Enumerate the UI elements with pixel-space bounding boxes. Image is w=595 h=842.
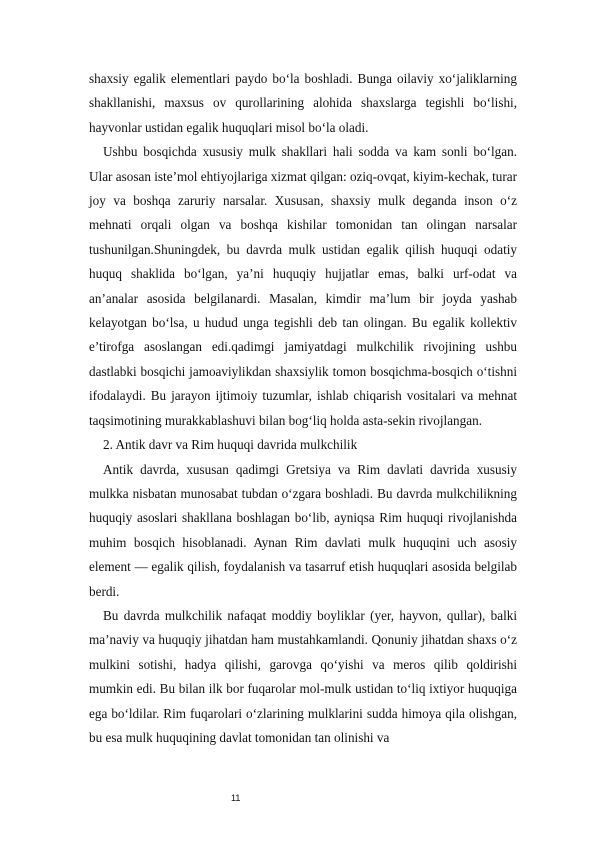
section-heading: 2. Antik davr va Rim huquqi davrida mulkchilik: [103, 437, 358, 453]
paragraph-1: shaxsiy egalik elementlari paydo bo‘la boshladi. Bunga oilaviy xo‘jaliklarning shakllanishi, maxsus ov qurollarining alohida shaxslarga tegishli bo‘lishi, hayvonlar ustidan egalik huquqlari misol bo‘la oladi.: [89, 71, 517, 135]
document-page: [89, 67, 517, 750]
paragraph-3: Antik davrda, xususan qadimgi Gretsiya va Rim davlati davrida xususiy mulkka nisbatan munosabat tubdan o‘zgara boshladi. Bu davrda mulkchilikning huquqiy asoslari shakllana boshlagan bo‘lib, ayniqsa Rim huquqi rivojlanishda muhim bosqich hisoblanadi. Aynan Rim davlati mulk huquqini uch asosiy element — egalik qilish, foydalanish va tasarruf etish huquqlari asosida belgilab berdi.: [89, 461, 517, 599]
page-number: 11: [231, 793, 241, 803]
paragraph-2: Ushbu bosqichda xususiy mulk shakllari hali sodda va kam sonli bo‘lgan. Ular asosan iste’mol ehtiyojlariga xizmat qilgan: oziq-ovqat, kiyim-kechak, turar joy va boshqa zaruriy narsalar. Xususan, shaxsiy mulk deganda inson o‘z mehnati orqali olgan va boshqa kishilar tomonidan tan olingan narsalar tushunilgan.Shuningdek, bu davrda mulk ustidan egalik qilish huquqi odatiy huquq shaklida bo‘lgan, ya’ni huquqiy hujjatlar emas, balki urf-odat va an’analar asosida belgilanardi. Masalan, kimdir ma’lum bir joyda yashab kelayotgan bo‘lsa, u hudud unga tegishli deb tan olingan. Bu egalik kollektiv e’tirofga asoslangan edi.qadimgi jamiyatdagi mulkchilik rivojining ushbu dastlabki bosqichi jamoaviylikdan shaxsiylik tomon bosqichma-bosqich o‘tishni ifodalaydi. Bu jarayon ijtimoiy tuzumlar, ishlab chiqarish vositalari va mehnat taqsimotining murakkablashuvi bilan bog‘liq holda asta-sekin rivojlangan.: [89, 144, 517, 428]
paragraph-4: Bu davrda mulkchilik nafaqat moddiy boyliklar (yer, hayvon, qullar), balki ma’naviy va huquqiy jihatdan ham mustahkamlandi. Qonuniy jihatdan shaxs o‘z mulkini sotishi, hadya qilishi, garovga qo‘yishi va meros qilib qoldirishi mumkin edi. Bu bilan ilk bor fuqarolar mol-mulk ustidan to‘liq ixtiyor huquqiga ega bo‘ldilar. Rim fuqarolari o‘zlarining mulklarini sudda himoya qila olishgan, bu esa mulk huquqining davlat tomonidan tan olinishi va: [89, 607, 517, 745]
